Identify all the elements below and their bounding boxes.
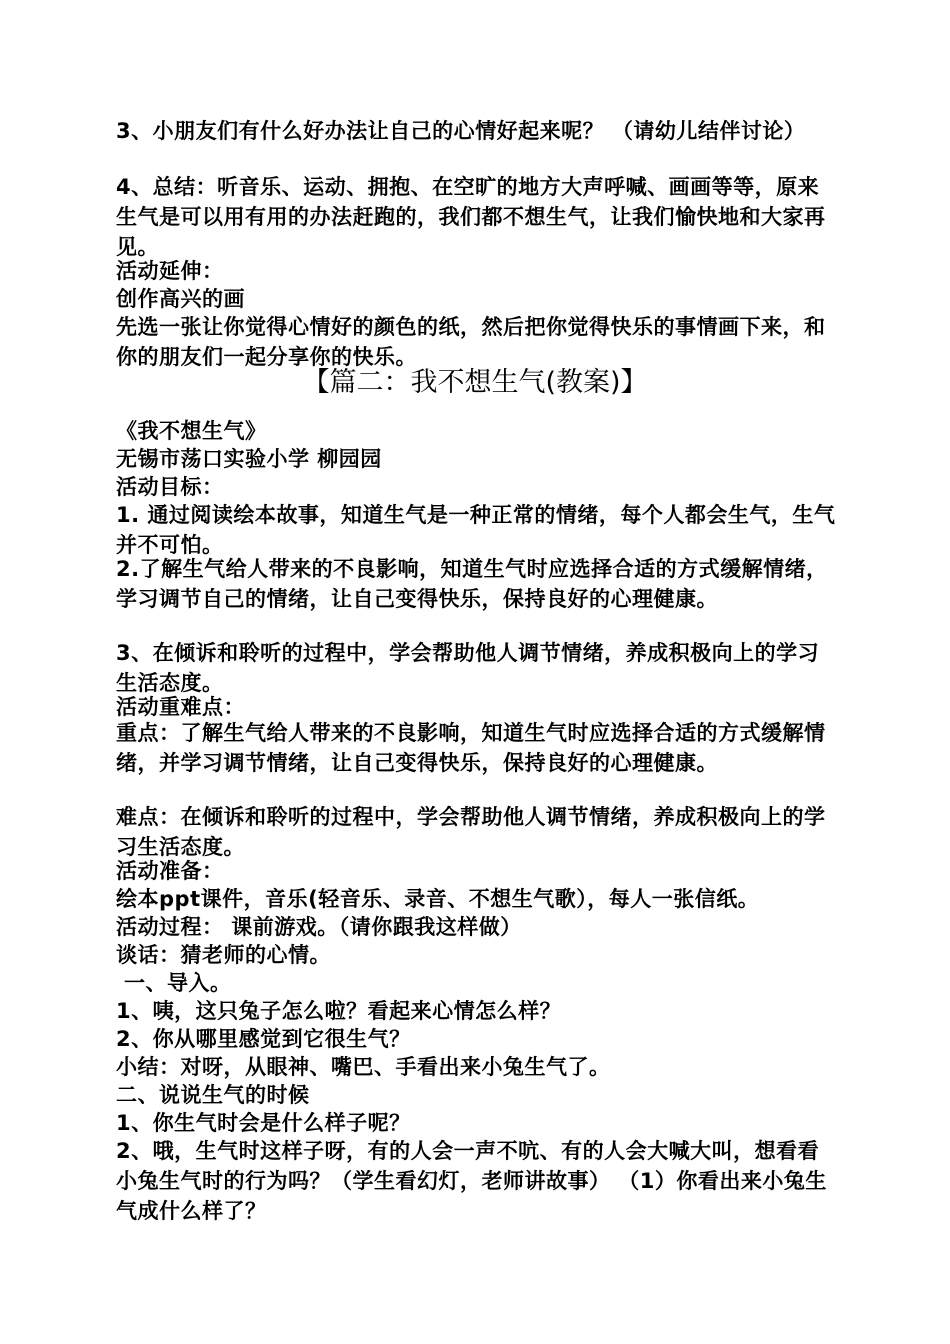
process-heading: 活动过程： 课前游戏。（请你跟我这样做）: [116, 915, 522, 939]
lesson-title: 《我不想生气》: [116, 419, 267, 443]
section-heading: 【篇二：我不想生气(教案)】: [302, 367, 648, 398]
key-points-heading: 活动重难点：: [116, 695, 245, 719]
goal-3: 3、在倾诉和聆听的过程中，学会帮助他人调节情绪，养成积极向上的学习生活态度。: [116, 641, 820, 695]
goals-heading: 活动目标：: [116, 475, 224, 499]
talk-line: 谈话：猜老师的心情。: [116, 943, 331, 967]
question-4: 2、哦，生气时这样子呀，有的人会一声不吭、有的人会大喊大叫，想看看小兔生气时的行为吗？（学生看幻灯，老师讲故事） （1）你看出来小兔生气成什么样了？: [116, 1139, 827, 1223]
author-line: 无锡市荡口实验小学 柳园园: [116, 447, 382, 471]
goal-1: 1. 通过阅读绘本故事，知道生气是一种正常的情绪，每个人都会生气，生气并不可怕。: [116, 503, 836, 557]
goal-2: 2.了解生气给人带来的不良影响，知道生气时应选择合适的方式缓解情绪，学习调节自己的情绪，让自己变得快乐，保持良好的心理健康。: [116, 557, 828, 611]
paragraph-draw-desc: 先选一张让你觉得心情好的颜色的纸，然后把你觉得快乐的事情画下来，和你的朋友们一起分享你的快乐。: [116, 315, 826, 369]
preparation-heading: 活动准备：: [116, 859, 224, 883]
preparation-items: 绘本ppt课件，音乐(轻音乐、录音、不想生气歌），每人一张信纸。: [116, 887, 760, 911]
step-1-heading: 一、导入。: [124, 971, 232, 995]
summary-line: 小结：对呀，从眼神、嘴巴、手看出来小兔生气了。: [116, 1055, 611, 1079]
key-point: 重点：了解生气给人带来的不良影响，知道生气时应选择合适的方式缓解情绪，并学习调节情绪，让自己变得快乐，保持良好的心理健康。: [116, 721, 826, 775]
paragraph-summary: 4、总结：听音乐、运动、拥抱、在空旷的地方大声呼喊、画画等等，原来生气是可以用有用的办法赶跑的，我们都不想生气，让我们愉快地和大家再见。: [116, 175, 826, 259]
question-3: 1、你生气时会是什么样子呢？: [116, 1111, 411, 1135]
heading-extension: 活动延伸：: [116, 259, 224, 283]
question-1: 1、咦，这只兔子怎么啦？看起来心情怎么样？: [116, 999, 562, 1023]
difficult-point: 难点：在倾诉和聆听的过程中，学会帮助他人调节情绪，养成积极向上的学习生活态度。: [116, 805, 826, 859]
step-2-heading: 二、说说生气的时候: [116, 1083, 310, 1107]
question-2: 2、你从哪里感觉到它很生气？: [116, 1027, 411, 1051]
paragraph-draw: 创作高兴的画: [116, 287, 245, 311]
paragraph-discussion: 3、小朋友们有什么好办法让自己的心情好起来呢？ （请幼儿结伴讨论）: [116, 119, 806, 143]
